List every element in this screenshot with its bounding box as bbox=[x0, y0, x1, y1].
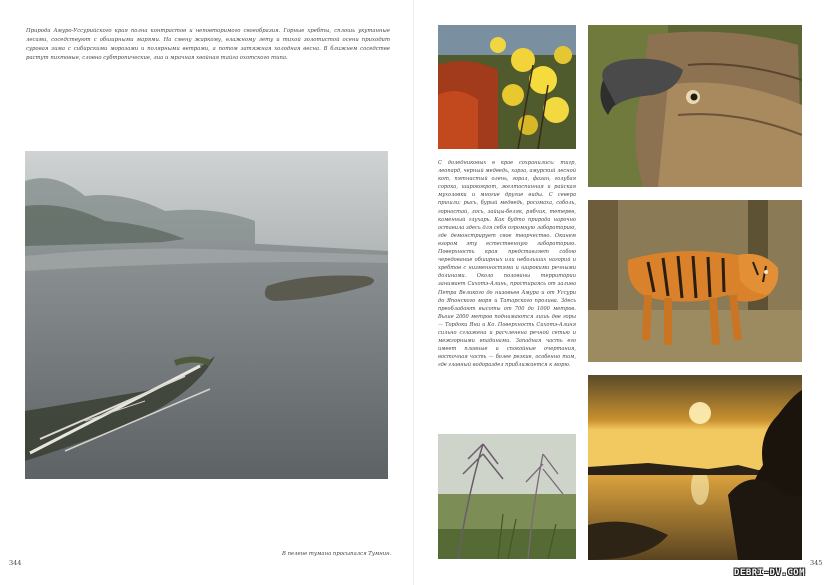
page-fold bbox=[413, 0, 414, 585]
eagle-photo bbox=[588, 25, 802, 187]
autumn-leaves-photo bbox=[438, 25, 576, 149]
intro-paragraph: Природа Амуро-Уссурийского края полна контрастов и неповторимого своеобразия. Горные хребты, сплошь укутанные лесами, соседствуют с обширными марями. На смену жаркому, влажному лету и тихой золотистой осени приходит суровая зима с сибирскими морозами и полярными ветрами, а потом затяжная холодная весна. В ближнем соседстве растут пихтовые, словно субтропические, лиа и мрачная хвойная тайга охотского типа. bbox=[26, 28, 390, 61]
grass-flower-photo bbox=[438, 434, 576, 559]
tiger-photo bbox=[588, 200, 802, 362]
page-number-right: 345 bbox=[810, 559, 823, 567]
sunset-lake-photo bbox=[588, 375, 802, 560]
page-number-left: 344 bbox=[9, 559, 22, 567]
photo-caption: В пелене тумана просыпался Тумнин. bbox=[282, 551, 392, 557]
body-paragraph: С доледниковых в крае сохранились: тигр, леопард, черный медведь, харза, амурский лесной кот, пятнистый олень, горал, фазан, голубая сорока, ширококрот, желтоспинная и райская мухоловки и многие другие виды. С севера пришли: рысь, бурый медведь, росомаха, соболь, горностай, лось, зайцы-беляк, рябчик, тетерев, каменный глухарь. Как будто природа нарочно оставила здесь для себя огромную лабораторию, где демонстрирует свое творчество. Окинем взором эту естественную лабораторию. Поверхность края представляет собою чередование обширных или небольших нагорий и хребтов с низменностями и широкими речными долинами. Около половины территории занимает Сихотэ-Алинь, простираясь от залива Петра Великого до низовьев Амура и от Уссури до Японского моря и Татарского пролива. Здесь преобладают высоты от 700 до 1000 метров. Выше 2000 метров поднимаются лишь две горы — Тордоки Яни и Ко. Поверхность Сихотэ-Алиня сильно сглажена и расчленена речной сетью и межгорными впадинами. Западная часть его имеет плавные и спокойные очертания, восточная часть — более резкие, особенно там, где главный водораздел приближается к морю. bbox=[438, 160, 576, 369]
foggy-river-photo bbox=[25, 151, 388, 479]
site-watermark: DEBRI-DV.COM bbox=[734, 568, 806, 578]
